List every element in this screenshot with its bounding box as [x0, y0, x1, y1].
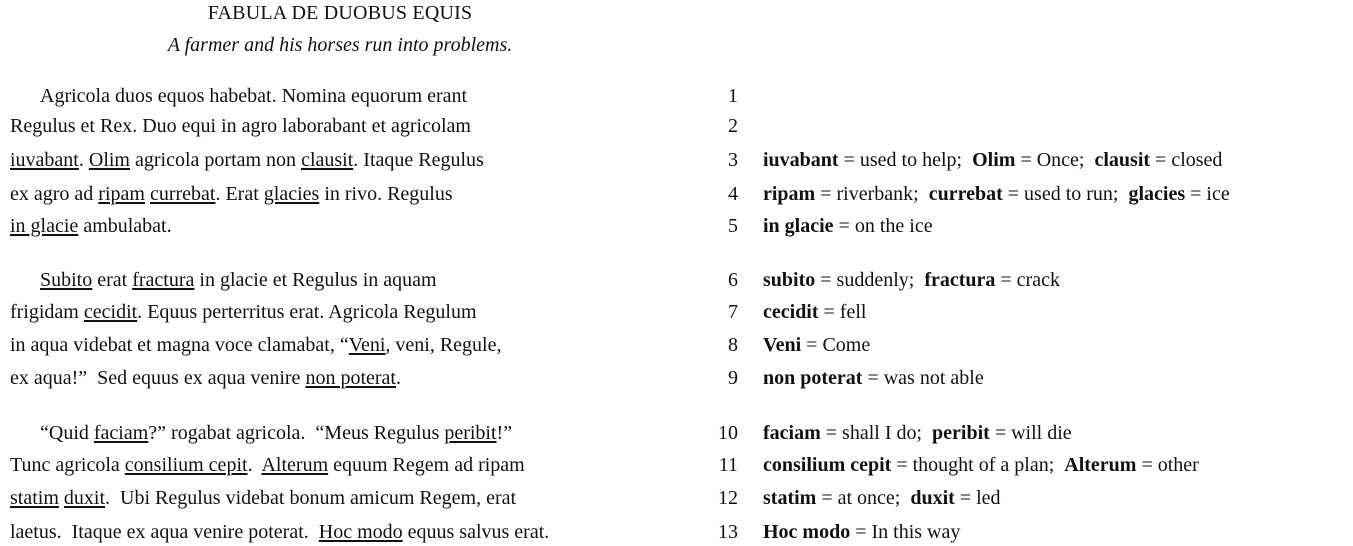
gloss-definition: = crack: [995, 269, 1060, 291]
text-segment: ambulabat.: [78, 215, 172, 237]
text-segment: in glacie et Regulus in aquam: [194, 269, 437, 291]
gloss-term: cecidit: [763, 301, 819, 323]
line-number: 6: [728, 269, 738, 291]
underlined-word: consilium cepit: [124, 454, 248, 476]
gloss-term: consilium cepit: [763, 454, 892, 476]
gloss-term: non poterat: [763, 367, 863, 389]
gloss-definition: = Come: [801, 334, 871, 356]
vocabulary-gloss: [763, 519, 960, 545]
underlined-word: Alterum: [261, 454, 329, 476]
gloss-term: ripam: [763, 183, 816, 205]
text-segment: erat: [92, 269, 133, 291]
line-number: 7: [728, 301, 738, 323]
text-segment: equus salvus erat.: [402, 521, 550, 543]
text-segment: agricola portam non: [130, 149, 302, 171]
gloss-term: faciam: [763, 422, 821, 444]
text-segment: , veni, Regule,: [385, 334, 502, 356]
gloss-definition: = was not able: [862, 367, 984, 389]
line-number: 12: [718, 487, 738, 509]
text-segment: !”: [496, 422, 513, 444]
gloss-definition: = will die: [989, 422, 1072, 444]
text-segment: . Itaque Regulus: [353, 149, 484, 171]
underlined-word: fractura: [132, 269, 195, 291]
gloss-term: Veni: [763, 334, 802, 356]
latin-text-line: [10, 181, 453, 207]
text-segment: ?” rogabat agricola. “Meus Regulus: [148, 422, 445, 444]
text-segment: .: [395, 367, 401, 389]
latin-text-line: [10, 213, 172, 239]
vocabulary-gloss: [763, 365, 984, 391]
text-segment: Agricola duos equos habebat. Nomina equorum erant: [10, 85, 468, 107]
gloss-definition: = used to run;: [1002, 183, 1129, 205]
line-number: 5: [728, 215, 738, 237]
line-number: 10: [718, 422, 738, 444]
latin-text-line: [10, 452, 525, 478]
line-number: 8: [728, 334, 738, 356]
line-number: 4: [728, 183, 738, 205]
line-number: 9: [728, 367, 738, 389]
text-segment: Tunc agricola: [10, 454, 125, 476]
underlined-word: ripam: [98, 183, 145, 205]
latin-text-line: [10, 83, 467, 109]
text-segment: ex aqua!” Sed equus ex aqua venire: [10, 367, 306, 389]
gloss-definition: = led: [954, 487, 1001, 509]
gloss-term: currebat: [928, 183, 1003, 205]
gloss-definition: = shall I do;: [820, 422, 933, 444]
underlined-word: duxit: [63, 487, 106, 509]
text-segment: equum Regem ad ripam: [328, 454, 525, 476]
underlined-word: peribit: [444, 422, 497, 444]
latin-text-line: [10, 267, 437, 293]
gloss-definition: = on the ice: [833, 215, 933, 237]
underlined-word: non poterat: [305, 367, 396, 389]
vocabulary-gloss: [763, 485, 1001, 511]
text-segment: [10, 269, 40, 291]
gloss-definition: = riverbank;: [815, 183, 929, 205]
vocabulary-gloss: [763, 420, 1072, 446]
gloss-term: iuvabant: [763, 149, 839, 171]
gloss-definition: = fell: [818, 301, 867, 323]
latin-text-line: [10, 365, 401, 391]
gloss-term: Olim: [972, 149, 1016, 171]
line-number: 13: [718, 521, 738, 543]
story-subtitle: A farmer and his horses run into problems.: [167, 34, 513, 56]
underlined-word: clausit: [301, 149, 354, 171]
gloss-term: peribit: [932, 422, 990, 444]
gloss-term: duxit: [910, 487, 955, 509]
story-title: FABULA DE DUOBUS EQUIS: [207, 2, 473, 24]
text-segment: . Equus perterritus erat. Agricola Regulum: [137, 301, 477, 323]
gloss-term: fractura: [924, 269, 996, 291]
vocabulary-gloss: [763, 147, 1222, 173]
gloss-definition: = closed: [1150, 149, 1223, 171]
gloss-definition: = other: [1136, 454, 1199, 476]
underlined-word: Hoc modo: [318, 521, 403, 543]
underlined-word: faciam: [93, 422, 149, 444]
text-segment: ex agro ad: [10, 183, 99, 205]
gloss-term: in glacie: [763, 215, 834, 237]
gloss-term: clausit: [1094, 149, 1151, 171]
underlined-word: iuvabant: [10, 149, 79, 171]
text-segment: . Erat: [215, 183, 264, 205]
gloss-term: statim: [763, 487, 817, 509]
gloss-definition: = at once;: [816, 487, 911, 509]
gloss-term: subito: [763, 269, 816, 291]
vocabulary-gloss: [763, 267, 1060, 293]
vocabulary-gloss: [763, 332, 870, 358]
gloss-term: glacies: [1128, 183, 1186, 205]
underlined-word: glacies: [263, 183, 320, 205]
text-segment: .: [78, 149, 89, 171]
underlined-word: Olim: [88, 149, 130, 171]
gloss-definition: = ice: [1185, 183, 1230, 205]
text-segment: frigidam: [10, 301, 84, 323]
latin-text-line: [10, 113, 471, 139]
underlined-word: statim: [10, 487, 59, 509]
latin-text-line: [10, 519, 549, 545]
line-number: 3: [728, 149, 738, 171]
vocabulary-gloss: [763, 452, 1199, 478]
gloss-definition: = used to help;: [838, 149, 973, 171]
text-segment: Regulus et Rex. Duo equi in agro laborabant et agricolam: [10, 115, 471, 137]
line-number: 2: [728, 115, 738, 137]
text-segment: .: [247, 454, 262, 476]
latin-text-line: [10, 299, 477, 325]
latin-text-line: [10, 147, 484, 173]
vocabulary-gloss: [763, 299, 866, 325]
gloss-term: Hoc modo: [763, 521, 851, 543]
underlined-word: currebat: [149, 183, 216, 205]
text-segment: in rivo. Regulus: [319, 183, 453, 205]
line-number: 1: [728, 85, 738, 107]
latin-text-line: [10, 485, 516, 511]
text-segment: . Ubi Regulus videbat bonum amicum Regem, erat: [105, 487, 517, 509]
vocabulary-gloss: [763, 181, 1230, 207]
gloss-definition: = In this way: [850, 521, 961, 543]
gloss-definition: = Once;: [1015, 149, 1095, 171]
underlined-word: cecidit: [83, 301, 138, 323]
vocabulary-gloss: [763, 213, 933, 239]
underlined-word: Subito: [40, 269, 93, 291]
text-segment: “Quid: [10, 422, 94, 444]
line-number: 11: [718, 454, 738, 476]
gloss-term: Alterum: [1064, 454, 1137, 476]
latin-text-line: [10, 420, 512, 446]
text-segment: in aqua videbat et magna voce clamabat, “: [10, 334, 349, 356]
gloss-definition: = suddenly;: [815, 269, 925, 291]
gloss-definition: = thought of a plan;: [891, 454, 1065, 476]
underlined-word: Veni: [348, 334, 386, 356]
text-segment: laetus. Itaque ex aqua venire poterat.: [10, 521, 319, 543]
latin-text-line: [10, 332, 502, 358]
underlined-word: in glacie: [10, 215, 79, 237]
